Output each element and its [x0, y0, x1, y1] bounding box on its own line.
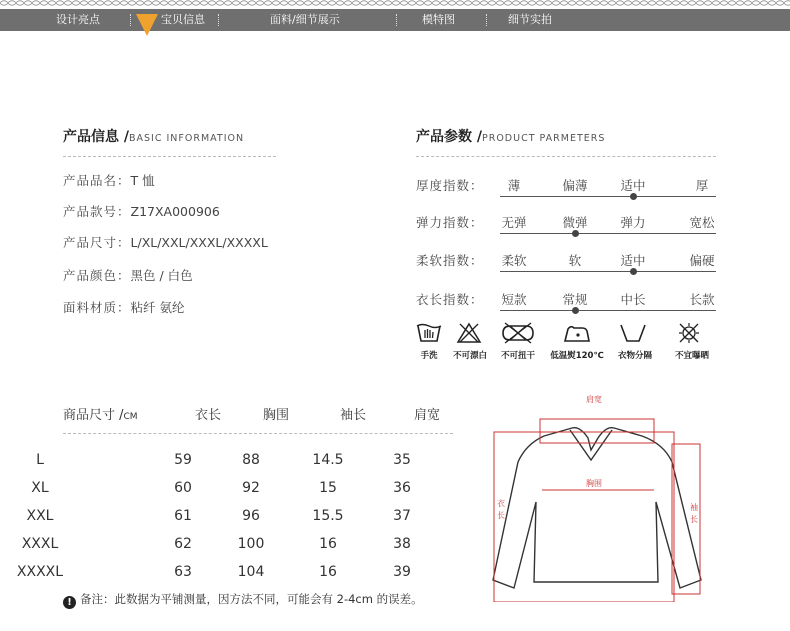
warning-icon: ! [63, 596, 76, 609]
size-col-header: 商品尺寸 /CM [63, 408, 138, 423]
param-label: 厚度指数： [416, 178, 484, 193]
measure-cell: 96 [242, 508, 260, 524]
shoulder-col-header: 肩宽 [413, 408, 440, 423]
param-option: 中长 [620, 292, 646, 307]
divider [63, 156, 276, 157]
measure-cell: 92 [242, 480, 260, 496]
measure-cell: 59 [174, 452, 192, 468]
info-row-name: 产品品名：T 恤 [63, 173, 155, 188]
care-label: 手洗 [420, 351, 438, 361]
size-cell: XXXXL [16, 564, 64, 580]
active-tab-indicator [136, 14, 158, 36]
sweater-outline [493, 428, 701, 588]
length-label-2: 长 [497, 511, 505, 520]
info-row-material: 面料材质：粘纤 氨纶 [63, 300, 185, 315]
size-note: ! 备注：此数据为平铺测量，因方法不同，可能会有 2-4cm 的误差。 [63, 591, 423, 609]
param-label: 柔软指数： [416, 253, 484, 268]
size-table-header [63, 404, 453, 424]
nav-divider [396, 14, 397, 26]
no-bleach-icon [454, 322, 484, 348]
sleeve-label-2: 长 [690, 515, 698, 524]
divider [416, 156, 716, 157]
param-option: 常规 [562, 292, 588, 307]
no-wring-icon [498, 322, 538, 348]
length-col-header: 衣长 [194, 408, 221, 423]
no-tumble-dry-icon [672, 322, 706, 348]
param-option: 偏薄 [562, 178, 588, 193]
param-indicator-dot [572, 230, 579, 237]
sleeve-label-1: 袖 [690, 503, 698, 512]
care-label: 不宜曝晒 [674, 351, 709, 361]
nav-item-product-info[interactable]: 宝贝信息 [161, 13, 205, 26]
nav-item-design[interactable]: 设计亮点 [56, 13, 100, 26]
nav-item-model[interactable]: 模特图 [422, 13, 455, 26]
param-scale-line [500, 233, 716, 234]
param-indicator-dot [630, 193, 637, 200]
param-option: 微弹 [562, 215, 588, 230]
info-row-colors: 产品颜色：黑色 / 白色 [63, 268, 193, 283]
hand-wash-icon [414, 322, 444, 348]
param-option: 无弹 [501, 215, 527, 230]
sleeve-col-header: 袖长 [339, 408, 366, 423]
param-scale-line [500, 196, 716, 197]
measure-cell: 61 [174, 508, 192, 524]
measure-cell: 63 [174, 564, 192, 580]
param-option: 柔软 [501, 253, 527, 268]
param-indicator-dot [572, 307, 579, 314]
nav-item-fabric[interactable]: 面料/细节展示 [270, 13, 340, 26]
size-cell: XL [31, 480, 49, 496]
size-cell: XXXL [21, 536, 59, 552]
product-params-heading: 产品参数 /PRODUCT PARMETERS [416, 129, 606, 145]
measure-cell: 60 [174, 480, 192, 496]
param-option: 宽松 [689, 215, 715, 230]
divider [63, 433, 453, 434]
measure-cell: 38 [393, 536, 411, 552]
length-label-1: 衣 [497, 499, 505, 508]
nav-divider [218, 14, 219, 26]
nav-divider [130, 14, 131, 26]
shoulder-label: 肩宽 [586, 395, 602, 404]
info-row-style-number: 产品款号：Z17XA000906 [63, 204, 220, 219]
param-option: 适中 [620, 253, 646, 268]
param-option: 短款 [501, 292, 527, 307]
param-scale-line [500, 310, 716, 311]
measurement-lines [494, 419, 700, 602]
garment-measure-diagram [488, 392, 708, 602]
measure-cell: 16 [319, 564, 337, 580]
param-option: 偏硬 [689, 253, 715, 268]
measure-cell: 15.5 [312, 508, 344, 524]
measure-cell: 88 [242, 452, 260, 468]
measure-cell: 104 [237, 564, 265, 580]
care-label: 低温熨120℃ [550, 351, 604, 361]
info-row-sizes: 产品尺寸：L/XL/XXL/XXXL/XXXXL [63, 235, 268, 250]
size-cell: XXL [26, 508, 54, 524]
top-nav-bar [0, 9, 790, 31]
param-scale-line [500, 271, 716, 272]
measure-cell: 16 [319, 536, 337, 552]
care-label: 衣物分隔 [617, 351, 652, 361]
measure-cell: 37 [393, 508, 411, 524]
nav-item-detail-photos[interactable]: 细节实拍 [508, 13, 552, 26]
param-option: 软 [568, 253, 582, 268]
param-label: 弹力指数： [416, 215, 484, 230]
param-option: 薄 [507, 178, 521, 193]
measure-cell: 100 [237, 536, 265, 552]
param-option: 弹力 [620, 215, 646, 230]
measure-cell: 15 [319, 480, 337, 496]
measure-cell: 14.5 [312, 452, 344, 468]
separate-wash-icon [616, 322, 650, 348]
chest-col-header: 胸围 [262, 408, 289, 423]
param-option: 长款 [689, 292, 715, 307]
basic-info-heading: 产品信息 /BASIC INFORMATION [63, 129, 245, 145]
care-label: 不可扭干 [500, 351, 535, 361]
low-iron-icon [560, 322, 594, 348]
param-indicator-dot [630, 268, 637, 275]
nav-divider [486, 14, 487, 26]
care-instructions [410, 322, 720, 362]
param-label: 衣长指数： [416, 292, 484, 307]
measure-cell: 62 [174, 536, 192, 552]
measure-cell: 36 [393, 480, 411, 496]
care-label: 不可漂白 [452, 351, 487, 361]
measure-cell: 35 [393, 452, 411, 468]
chest-label: 胸围 [586, 479, 602, 488]
measure-cell: 39 [393, 564, 411, 580]
param-option: 厚 [695, 178, 709, 193]
param-option: 适中 [620, 178, 646, 193]
top-ornament-line [0, 0, 790, 6]
size-cell: L [36, 452, 44, 468]
